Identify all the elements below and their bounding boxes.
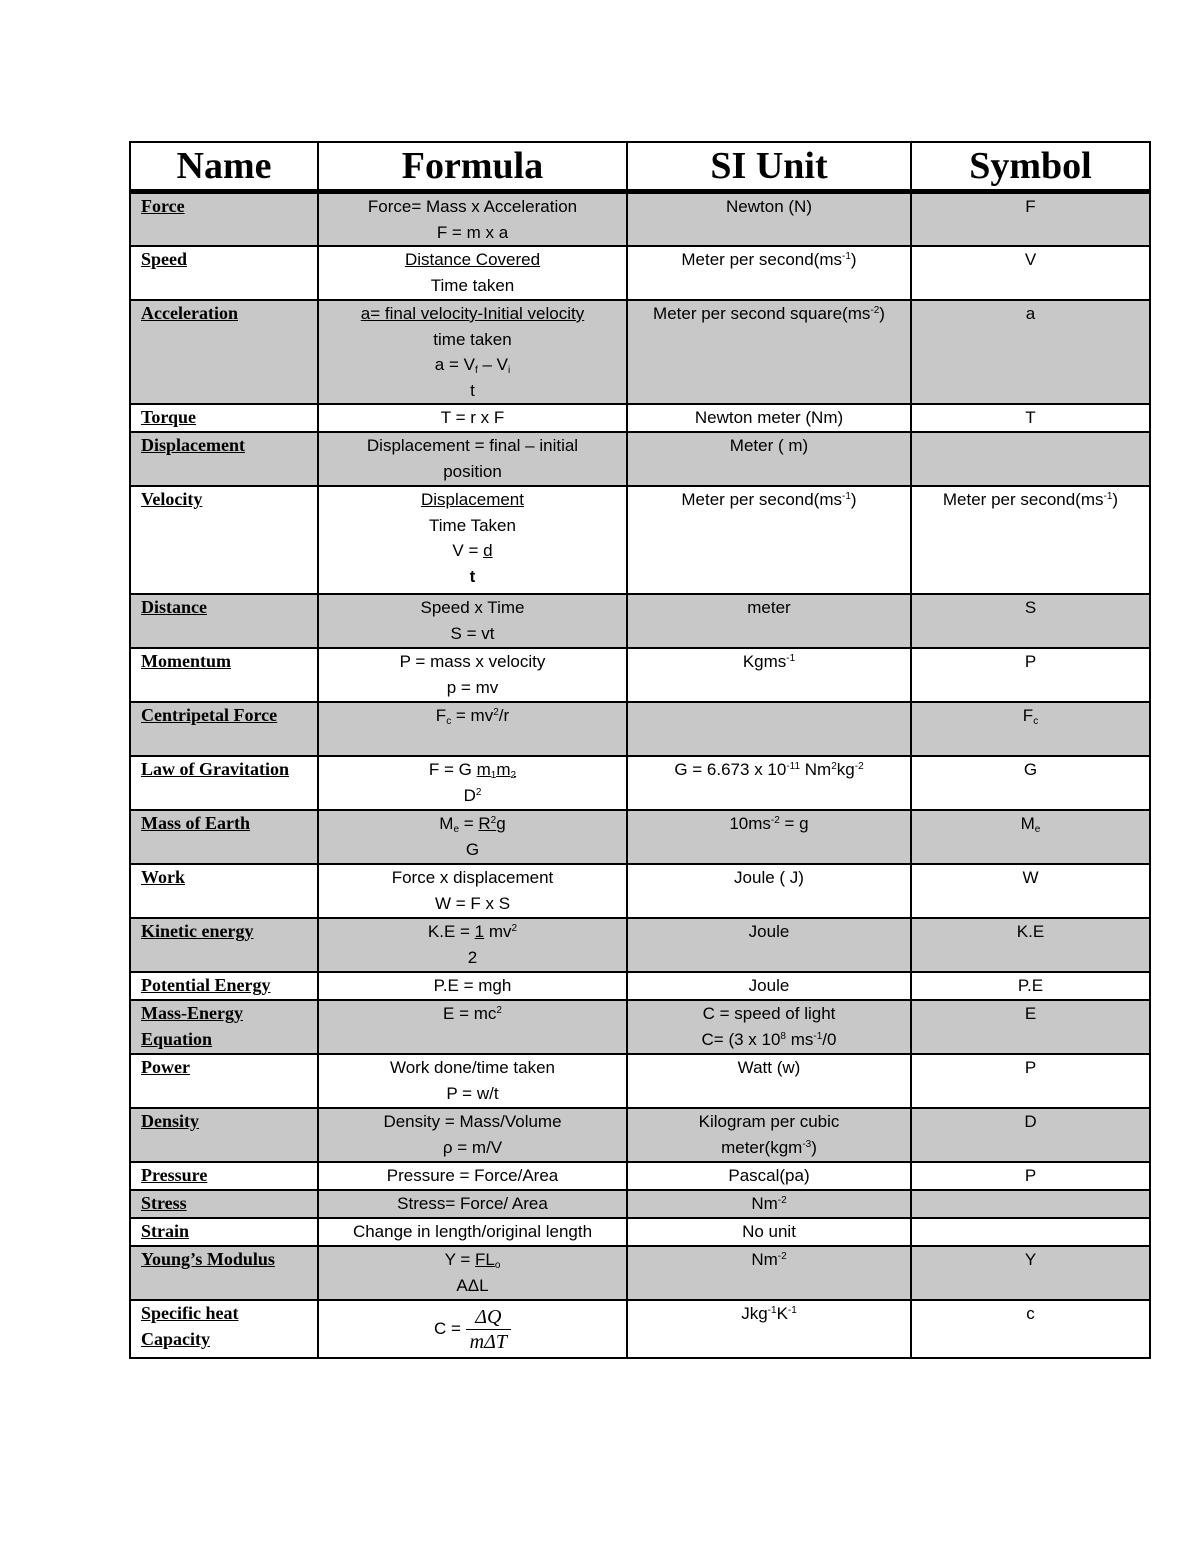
row-name: Mass-Energy Equation [130,1000,318,1054]
formula-sup: 2 [490,815,497,826]
row-formula: Change in length/original length [318,1218,627,1246]
row-name: Velocity [130,486,318,594]
unit-sup: -1 [842,251,851,262]
formula-sub: f [474,365,478,376]
unit-text: Meter per second(ms [681,250,843,269]
table-row [130,1000,1150,1054]
table-row [130,246,1150,300]
row-name: Speed [130,246,318,300]
formula-line [325,919,620,945]
row-symbol: V [911,246,1150,300]
row-name: Centripetal Force [130,702,318,756]
unit-sup: -2 [770,815,780,826]
row-symbol: P [911,648,1150,702]
formula-part: g [496,814,506,833]
fraction [466,1305,511,1354]
table-row [130,594,1150,648]
unit-text: = g [779,814,809,833]
unit-line: Kilogram per cubic [698,1112,840,1131]
row-unit: Pascal(pa) [627,1162,911,1190]
header-name: Name [130,142,318,192]
formula-line: Speed x Time [420,598,525,617]
row-symbol: W [911,864,1150,918]
formula-line: t [470,380,475,400]
unit-sup: -2 [777,1251,787,1262]
formula-line [325,811,620,837]
table-row [130,702,1150,756]
row-unit: Meter ( m) [627,432,911,486]
unit-text: G = 6.673 x 10 [674,760,787,779]
table-row [130,918,1150,972]
unit-sup: -2 [854,761,864,772]
row-formula: P.E = mgh [318,972,627,1000]
row-name: Strain [130,1218,318,1246]
table-row [130,486,1150,594]
symbol-text: F [1022,706,1034,725]
row-unit: Watt (w) [627,1054,911,1108]
unit-text: meter(kgm [721,1137,803,1157]
unit-text: K [776,1304,788,1323]
row-name: Kinetic energy [130,918,318,972]
unit-text: /0 [822,1029,837,1049]
formula-part: /r [498,706,510,725]
formula-part: FL [475,1250,495,1269]
row-formula [318,246,627,300]
row-unit [627,300,911,404]
row-unit [627,246,911,300]
formula-line: Time Taken [429,515,516,535]
row-name: Momentum [130,648,318,702]
row-symbol: c [911,1300,1150,1358]
formula-line: AΔL [456,1275,489,1295]
unit-line: C = speed of light [702,1004,836,1023]
unit-sup: 8 [780,1030,786,1042]
symbol-sub: e [1034,824,1041,835]
header-formula: Formula [318,142,627,192]
formula-line: Force= Mass x Acceleration [367,197,578,216]
formula-part: = mv [451,706,494,725]
row-symbol [911,1218,1150,1246]
unit-text: ) [850,490,857,509]
formula-sup: 2 [496,1005,502,1016]
formula-line: Work done/time taken [389,1058,556,1077]
formula-part: F = G [428,760,477,779]
row-unit: meter [627,594,911,648]
formula-line: t [469,566,476,586]
row-unit [627,1000,911,1054]
unit-text: kg [836,760,855,779]
unit-text: Nm [751,1194,778,1213]
unit-sup: 2 [831,761,837,772]
formula-line: P = mass x velocity [399,652,546,671]
table-row [130,864,1150,918]
table-row [130,1300,1150,1358]
unit-text: Kgms [742,652,787,671]
formula-part: d [483,541,493,560]
formula-part: mv [484,922,512,941]
unit-text: ) [811,1137,817,1157]
table-row [130,1190,1150,1218]
row-formula: Pressure = Force/Area [318,1162,627,1190]
row-formula: Stress= Force/ Area [318,1190,627,1218]
formula-part: m [496,760,511,779]
fraction-numerator: ΔQ [466,1305,511,1330]
formula-part: C = [434,1318,466,1338]
row-symbol: E [911,1000,1150,1054]
row-unit: Newton (N) [627,192,911,247]
row-name: Power [130,1054,318,1108]
formula-line [325,783,620,809]
header-row [130,142,1150,192]
formula-sub: c [446,716,452,727]
unit-text: ) [879,304,885,323]
row-formula [318,756,627,810]
formula-part: D [463,785,476,805]
row-formula [318,486,627,594]
row-unit [627,648,911,702]
table-row [130,648,1150,702]
row-name: Mass of Earth [130,810,318,864]
formula-line: p = mv [446,677,499,697]
unit-sup: -3 [802,1138,812,1150]
row-name: Torque [130,404,318,432]
row-symbol: T [911,404,1150,432]
unit-sup: -1 [767,1305,777,1316]
formula-line: Time taken [430,275,515,295]
row-symbol: P [911,1054,1150,1108]
formula-sup: 2 [511,923,518,934]
formula-part: 1 [474,922,485,941]
table-row [130,1218,1150,1246]
formula-line: a= final velocity-Initial velocity [360,304,585,323]
row-formula [318,192,627,247]
formula-line: P = w/t [446,1083,499,1103]
row-unit [627,810,911,864]
row-name: Specific heat Capacity [130,1300,318,1358]
row-symbol: K.E [911,918,1150,972]
formula-sub: 2 [510,770,517,781]
row-name: Acceleration [130,300,318,404]
row-name: Pressure [130,1162,318,1190]
symbol-text: M [1020,814,1035,833]
row-formula [318,300,627,404]
formula-sub: e [453,824,460,835]
fraction-denominator: mΔT [469,1330,507,1353]
row-symbol: G [911,756,1150,810]
table-row [130,1162,1150,1190]
formula-line: W = F x S [434,893,511,913]
table-row [130,192,1150,247]
row-name: Work [130,864,318,918]
unit-sup: -2 [870,305,880,316]
table-row [130,432,1150,486]
row-name: Young’s Modulus [130,1246,318,1300]
formula-line: Distance Covered [404,250,541,269]
formula-sub: 1 [490,770,497,781]
formula-part: F [435,706,447,725]
unit-line [634,1027,904,1053]
unit-sup: -11 [786,761,801,772]
formula-part: V = [452,541,484,560]
row-formula [318,702,627,756]
unit-sup: -1 [813,1030,823,1042]
row-name: Force [130,192,318,247]
row-formula [318,648,627,702]
formula-part: R [478,814,491,833]
row-formula [318,918,627,972]
table-row [130,972,1150,1000]
row-formula [318,432,627,486]
unit-sup: -1 [787,1305,797,1316]
unit-line [634,1135,904,1161]
unit-text: Meter per second(ms [681,490,843,509]
formula-line: S = vt [450,623,495,643]
row-symbol [911,810,1150,864]
row-symbol: D [911,1108,1150,1162]
unit-text: ) [850,250,857,269]
physics-formula-table [129,141,1151,1359]
row-symbol: P [911,1162,1150,1190]
formula-line: 2 [467,947,478,967]
unit-text: Meter per second square(ms [653,304,871,323]
formula-part: M [439,814,454,833]
row-symbol: S [911,594,1150,648]
unit-text: C= (3 x 10 [701,1029,781,1049]
row-symbol [911,432,1150,486]
row-unit [627,1246,911,1300]
row-symbol [911,702,1150,756]
formula-part: – V [477,355,508,374]
formula-part: E = mc [443,1004,497,1023]
formula-line: Displacement [421,490,524,509]
row-symbol [911,486,1150,594]
header-si-unit: SI Unit [627,142,911,192]
formula-part: K.E = [427,922,475,941]
row-unit: Joule [627,918,911,972]
row-unit: Joule [627,972,911,1000]
row-formula [318,1000,627,1054]
unit-text: Nm [751,1250,778,1269]
row-name: Stress [130,1190,318,1218]
formula-line: position [443,461,502,481]
formula-part: a = V [434,355,475,374]
formula-line: Force x displacement [391,868,554,887]
formula-line: ρ = m/V [442,1137,503,1157]
formula-line: Density = Mass/Volume [383,1112,562,1131]
table-row [130,404,1150,432]
row-name: Potential Energy [130,972,318,1000]
row-formula [318,1054,627,1108]
row-name: Law of Gravitation [130,756,318,810]
row-name: Distance [130,594,318,648]
formula-sup: 2 [493,707,499,718]
symbol-sup: -1 [1103,491,1113,502]
formula-part: Y = [444,1250,475,1269]
formula-line [325,757,620,783]
table-row [130,1108,1150,1162]
row-unit: Newton meter (Nm) [627,404,911,432]
row-symbol [911,1190,1150,1218]
row-unit [627,756,911,810]
table-row [130,300,1150,404]
unit-text: Nm [800,760,832,779]
formula-line [325,538,620,564]
table-row [130,810,1150,864]
unit-sup: -1 [786,653,796,664]
table-row [130,1054,1150,1108]
unit-sup: -2 [777,1195,787,1206]
formula-line: F = m x a [436,222,509,242]
row-unit [627,486,911,594]
unit-sup: -1 [842,491,851,502]
row-formula [318,810,627,864]
row-unit [627,1108,911,1162]
row-unit: Joule ( J) [627,864,911,918]
row-unit [627,1300,911,1358]
symbol-text: Meter per second(ms [942,490,1104,509]
row-symbol: F [911,192,1150,247]
formula-line: Displacement = final – initial [366,436,579,455]
row-formula [318,1108,627,1162]
unit-text: ms [785,1029,814,1049]
formula-line: time taken [433,329,512,349]
row-name: Density [130,1108,318,1162]
table-row [130,1246,1150,1300]
formula-part: m [476,760,491,779]
row-name: Displacement [130,432,318,486]
row-symbol: Y [911,1246,1150,1300]
header-symbol: Symbol [911,142,1150,192]
row-unit [627,1190,911,1218]
formula-line: G [465,839,480,859]
row-unit [627,702,911,756]
row-formula [318,1300,627,1358]
formula-line [325,352,620,378]
formula-sup: 2 [475,786,482,798]
row-formula [318,864,627,918]
unit-text: Jkg [741,1304,768,1323]
row-formula [318,1246,627,1300]
table-row [130,756,1150,810]
formula-sub: i [507,365,511,376]
unit-text: 10ms [729,814,771,833]
formula-part: = [459,814,479,833]
row-formula: T = r x F [318,404,627,432]
symbol-sub: c [1033,716,1039,727]
row-symbol: a [911,300,1150,404]
formula-line [325,1247,620,1273]
row-symbol: P.E [911,972,1150,1000]
symbol-text: ) [1112,490,1119,509]
row-unit: No unit [627,1218,911,1246]
formula-sub: o [494,1260,501,1271]
row-formula [318,594,627,648]
